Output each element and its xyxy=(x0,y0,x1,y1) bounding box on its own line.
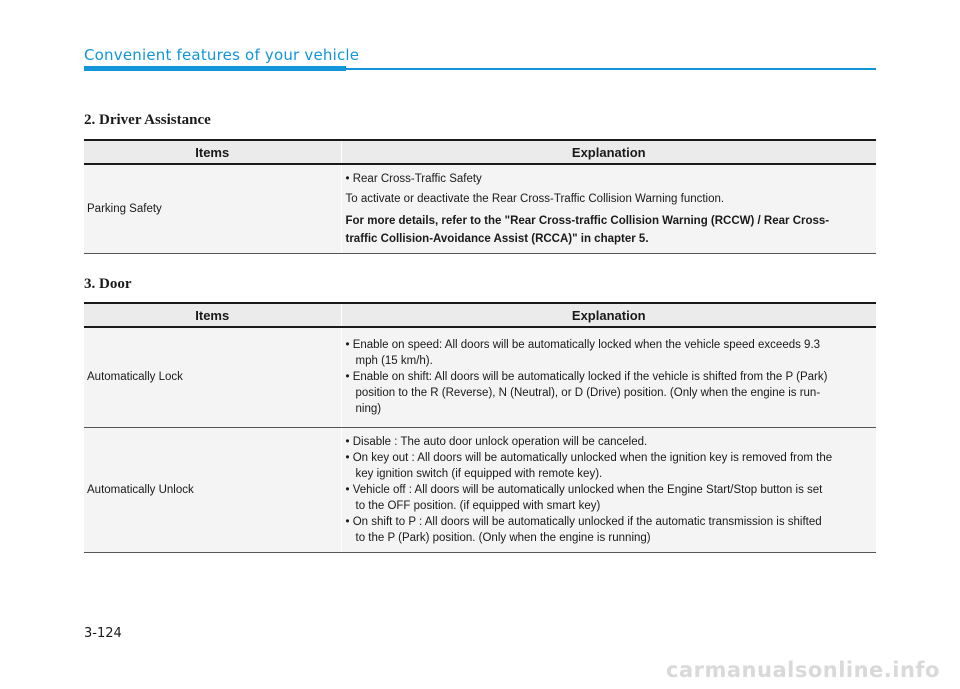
explanation-line: • Enable on shift: All doors will be automatically locked if the vehicle is shifted from the P (Park) xyxy=(345,371,828,384)
explanation-parking-safety xyxy=(341,164,876,254)
table-row xyxy=(84,164,876,254)
explanation-note-line2: traffic Collision-Avoidance Assist (RCCA)" in chapter 5. xyxy=(345,233,649,245)
column-header-items: Items xyxy=(84,140,341,164)
section-header-title: Convenient features of your vehicle xyxy=(84,46,360,64)
door-table xyxy=(84,302,876,553)
table-row xyxy=(84,427,876,552)
page-number: 3-124 xyxy=(84,626,122,641)
explanation-line: mph (15 km/h). xyxy=(355,355,433,368)
item-parking-safety: Parking Safety xyxy=(84,164,341,254)
door-heading: 3. Door xyxy=(84,276,132,292)
item-automatically-lock: Automatically Lock xyxy=(84,327,341,427)
explanation-bullet: • Rear Cross-Traffic Safety xyxy=(345,173,482,185)
driver-assistance-table xyxy=(84,139,876,254)
item-automatically-unlock: Automatically Unlock xyxy=(84,427,341,552)
column-header-explanation: Explanation xyxy=(341,140,876,164)
driver-assistance-heading: 2. Driver Assistance xyxy=(84,112,211,128)
explanation-line: • On shift to P : All doors will be automatically unlocked if the automatic transmission is shifted xyxy=(345,515,822,528)
column-header-explanation: Explanation xyxy=(341,303,876,327)
explanation-line: ning) xyxy=(355,403,382,416)
explanation-automatically-unlock xyxy=(341,427,876,552)
table-header-row xyxy=(84,303,876,327)
explanation-line: • Disable : The auto door unlock operation will be canceled. xyxy=(345,435,648,448)
header-rule xyxy=(346,68,876,70)
explanation-line: • On key out : All doors will be automatically unlocked when the ignition key is removed from the xyxy=(345,451,833,464)
explanation-text: To activate or deactivate the Rear Cross-Traffic Collision Warning function. xyxy=(345,193,725,205)
column-header-items: Items xyxy=(84,303,341,327)
table-header-row xyxy=(84,140,876,164)
explanation-line: to the P (Park) position. (Only when the engine is running) xyxy=(355,531,651,544)
explanation-note-line1: For more details, refer to the "Rear Cross-traffic Collision Warning (RCCW) / Rear Cross- xyxy=(345,215,830,227)
table-row xyxy=(84,327,876,427)
watermark: carmanualsonline.info xyxy=(666,658,940,682)
explanation-line: • Enable on speed: All doors will be automatically locked when the vehicle speed exceeds 9.3 xyxy=(345,339,821,352)
explanation-line: to the OFF position. (if equipped with smart key) xyxy=(355,499,601,512)
explanation-line: position to the R (Reverse), N (Neutral), or D (Drive) position. (Only when the engine is run- xyxy=(355,387,821,400)
explanation-line: key ignition switch (if equipped with remote key). xyxy=(355,467,603,480)
explanation-line: • Vehicle off : All doors will be automatically unlocked when the Engine Start/Stop button is set xyxy=(345,483,823,496)
header-accent-bar xyxy=(84,66,346,71)
explanation-automatically-lock xyxy=(341,327,876,427)
